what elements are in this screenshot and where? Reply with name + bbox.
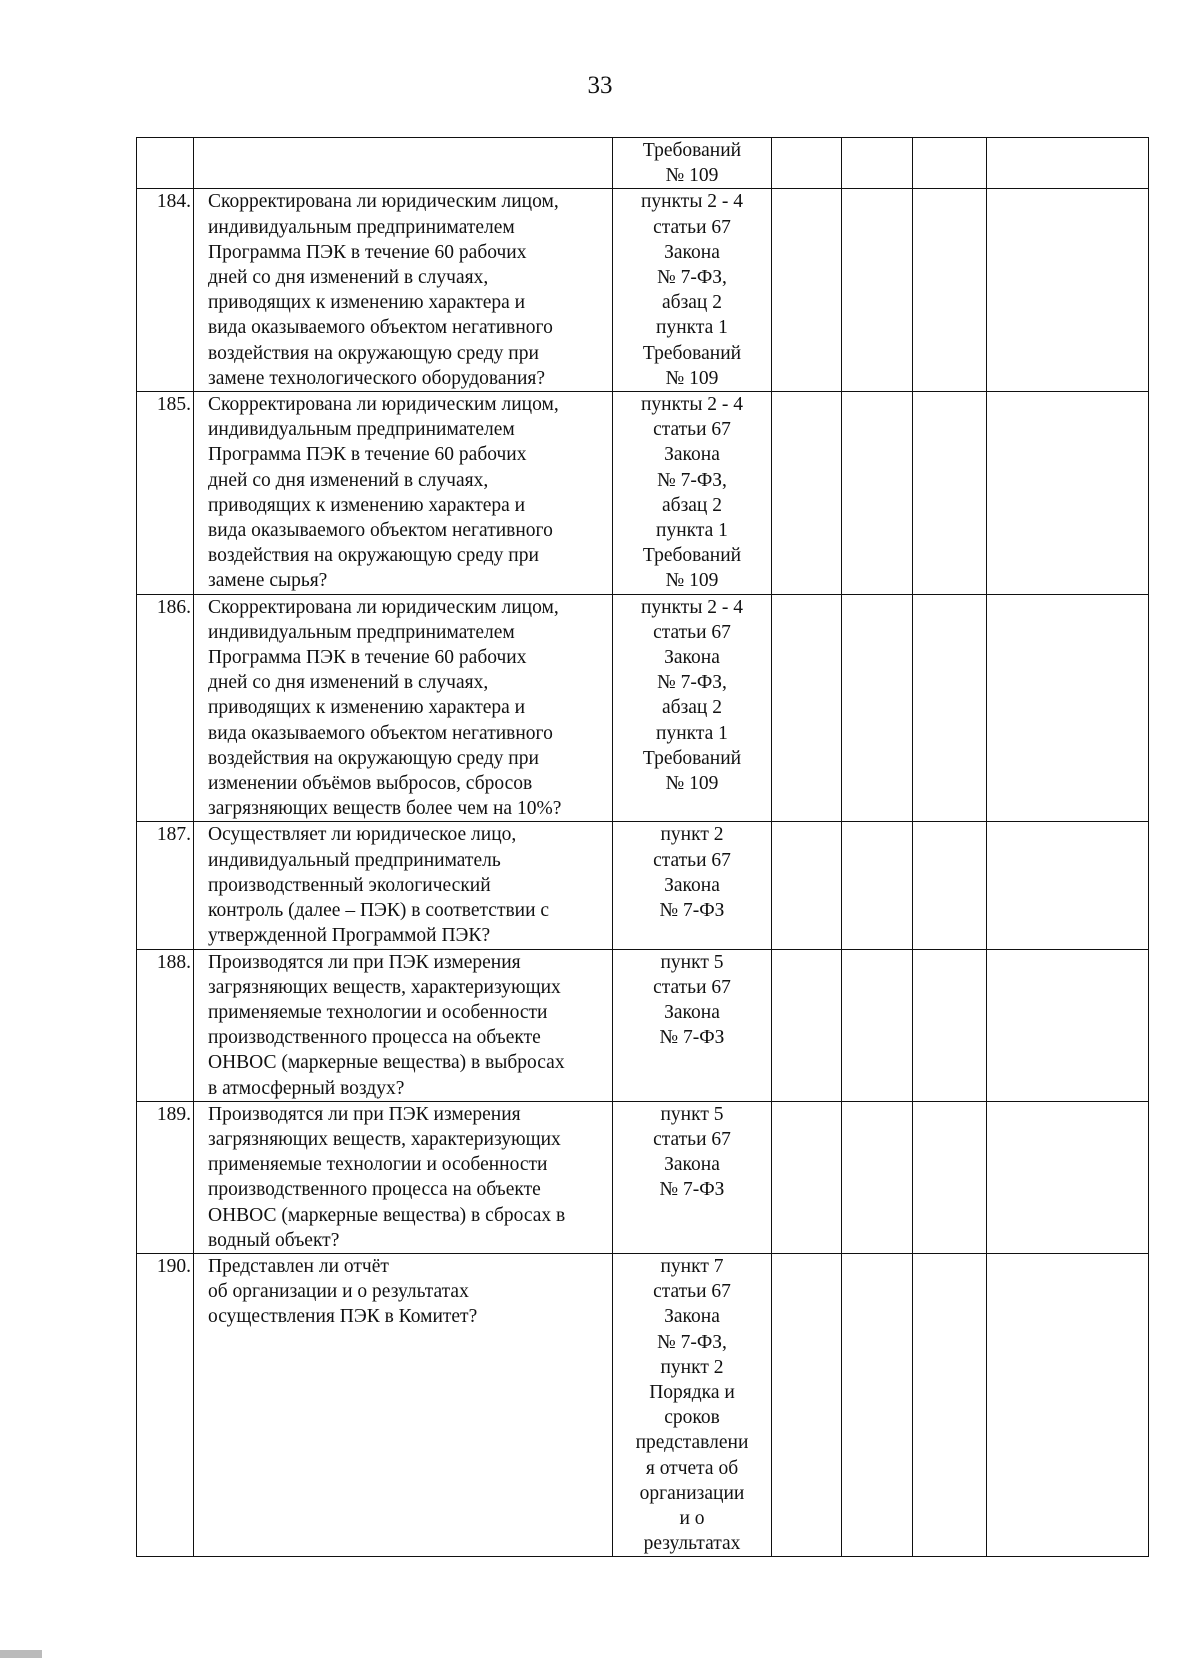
legal-reference-cell: [613, 949, 772, 1101]
question-line: применяемые технологии и особенности: [208, 1154, 548, 1176]
reference-line: пункта 1: [656, 722, 728, 744]
question-line: изменении объёмов выбросов, сбросов: [208, 773, 533, 795]
reference-line: № 7-ФЗ,: [657, 267, 727, 289]
notes-cell[interactable]: [987, 1253, 1149, 1556]
row-number: 188.: [137, 949, 194, 1101]
legal-reference-cell: [613, 189, 772, 392]
question-line: Представлен ли отчёт: [208, 1255, 389, 1277]
reference-line: № 109: [665, 773, 719, 795]
question-cell: [194, 1253, 613, 1556]
notes-cell[interactable]: [987, 594, 1149, 822]
reference-line: пункты 2 - 4: [640, 394, 744, 416]
answer-yes-cell[interactable]: [772, 1253, 842, 1556]
reference-line: Закона: [664, 1001, 720, 1023]
question-line: производственного процесса на объекте: [208, 1027, 541, 1049]
question-line: приводящих к изменению характера и: [208, 697, 526, 719]
reference-line: статьи 67: [653, 216, 731, 238]
scan-edge-mark: [0, 1650, 42, 1658]
row-number: 185.: [137, 392, 194, 595]
reference-line: Требований: [642, 545, 742, 567]
table-row: [137, 1253, 1149, 1556]
reference-line: пункта 1: [656, 520, 728, 542]
page-number: 33: [587, 72, 613, 99]
reference-line: Требований: [642, 747, 742, 769]
question-line: осуществления ПЭК в Комитет?: [208, 1306, 478, 1328]
not-applicable-cell[interactable]: [913, 138, 987, 189]
legal-reference-cell: [613, 392, 772, 595]
question-line: в атмосферный воздух?: [208, 1077, 405, 1099]
reference-line: № 109: [665, 165, 719, 187]
reference-line: статьи 67: [653, 849, 731, 871]
question-line: ОНВОС (маркерные вещества) в сбросах в: [208, 1204, 566, 1226]
question-line: контроль (далее – ПЭК) в соответствии с: [208, 900, 550, 922]
question-cell: [194, 1101, 613, 1253]
legal-reference-cell: [613, 138, 772, 189]
row-number: 189.: [137, 1101, 194, 1253]
answer-no-cell[interactable]: [842, 1101, 913, 1253]
question-line: дней со дня изменений в случаях,: [208, 672, 489, 694]
reference-line: Закона: [664, 241, 720, 263]
question-line: индивидуальный предприниматель: [208, 849, 501, 871]
table-row: [137, 1101, 1149, 1253]
table-row: [137, 949, 1149, 1101]
answer-no-cell[interactable]: [842, 392, 913, 595]
legal-reference-cell: [613, 594, 772, 822]
legal-reference-cell: [613, 1253, 772, 1556]
question-line: Производятся ли при ПЭК измерения: [208, 1103, 521, 1125]
reference-line: № 109: [665, 367, 719, 389]
answer-no-cell[interactable]: [842, 1253, 913, 1556]
notes-cell[interactable]: [987, 822, 1149, 949]
reference-line: результатах: [643, 1533, 741, 1555]
question-line: воздействия на окружающую среду при: [208, 545, 539, 567]
question-line: производственного процесса на объекте: [208, 1179, 541, 1201]
question-line: Скорректирована ли юридическим лицом,: [208, 596, 559, 618]
reference-line: я отчета об: [645, 1457, 739, 1479]
reference-line: № 109: [665, 570, 719, 592]
question-line: воздействия на окружающую среду при: [208, 342, 539, 364]
question-line: Программа ПЭК в течение 60 рабочих: [208, 241, 527, 263]
reference-line: пункты 2 - 4: [640, 596, 744, 618]
answer-yes-cell[interactable]: [772, 1101, 842, 1253]
reference-line: Закона: [664, 647, 720, 669]
row-number: 187.: [137, 822, 194, 949]
question-line: Программа ПЭК в течение 60 рабочих: [208, 444, 527, 466]
question-cell: [194, 138, 613, 189]
reference-line: абзац 2: [662, 697, 722, 719]
question-cell: [194, 949, 613, 1101]
reference-line: Закона: [664, 1306, 720, 1328]
reference-line: сроков: [664, 1407, 720, 1429]
question-line: загрязняющих веществ, характеризующих: [208, 976, 561, 998]
question-line: Скорректирована ли юридическим лицом,: [208, 394, 559, 416]
notes-cell[interactable]: [987, 189, 1149, 392]
reference-line: № 7-ФЗ,: [657, 1331, 727, 1353]
notes-cell[interactable]: [987, 392, 1149, 595]
question-line: дней со дня изменений в случаях,: [208, 267, 489, 289]
not-applicable-cell[interactable]: [913, 1253, 987, 1556]
not-applicable-cell[interactable]: [913, 189, 987, 392]
table-row: [137, 594, 1149, 822]
reference-line: пункта 1: [656, 317, 728, 339]
question-cell: [194, 594, 613, 822]
reference-line: организации: [639, 1482, 745, 1504]
not-applicable-cell[interactable]: [913, 594, 987, 822]
question-line: Программа ПЭК в течение 60 рабочих: [208, 647, 527, 669]
question-line: Осуществляет ли юридическое лицо,: [208, 824, 517, 846]
question-line: вида оказываемого объектом негативного: [208, 520, 553, 542]
question-line: водный объект?: [208, 1229, 340, 1251]
reference-line: абзац 2: [662, 494, 722, 516]
question-line: воздействия на окружающую среду при: [208, 747, 539, 769]
question-line: замене технологического оборудования?: [208, 367, 546, 389]
reference-line: статьи 67: [653, 621, 731, 643]
not-applicable-cell[interactable]: [913, 949, 987, 1101]
answer-no-cell[interactable]: [842, 822, 913, 949]
reference-line: абзац 2: [662, 292, 722, 314]
reference-line: Закона: [664, 874, 720, 896]
reference-line: Требований: [642, 140, 742, 161]
reference-line: Закона: [664, 1154, 720, 1176]
answer-yes-cell[interactable]: [772, 594, 842, 822]
answer-yes-cell[interactable]: [772, 138, 842, 189]
table-row: [137, 138, 1149, 189]
answer-no-cell[interactable]: [842, 949, 913, 1101]
notes-cell[interactable]: [987, 1101, 1149, 1253]
reference-line: статьи 67: [653, 976, 731, 998]
row-number: [137, 138, 194, 189]
question-line: утвержденной Программой ПЭК?: [208, 925, 491, 947]
question-line: приводящих к изменению характера и: [208, 292, 526, 314]
reference-line: пункт 2: [660, 1356, 724, 1378]
reference-line: Закона: [664, 444, 720, 466]
notes-cell[interactable]: [987, 949, 1149, 1101]
row-number: 186.: [137, 594, 194, 822]
legal-reference-cell: [613, 822, 772, 949]
row-number: 190.: [137, 1253, 194, 1556]
question-line: индивидуальным предпринимателем: [208, 621, 515, 643]
reference-line: № 7-ФЗ,: [657, 469, 727, 491]
reference-line: пункт 7: [660, 1255, 724, 1277]
question-line: индивидуальным предпринимателем: [208, 419, 515, 441]
table-row: [137, 189, 1149, 392]
reference-line: пункт 2: [660, 824, 724, 846]
question-line: ОНВОС (маркерные вещества) в выбросах: [208, 1052, 565, 1074]
reference-line: и о: [679, 1507, 705, 1529]
answer-yes-cell[interactable]: [772, 189, 842, 392]
question-line: производственный экологический: [208, 874, 491, 896]
reference-line: № 7-ФЗ,: [657, 672, 727, 694]
question-line: замене сырья?: [208, 570, 328, 592]
question-line: Скорректирована ли юридическим лицом,: [208, 191, 559, 213]
question-cell: [194, 392, 613, 595]
reference-line: пункты 2 - 4: [640, 191, 744, 213]
reference-line: № 7-ФЗ: [659, 900, 725, 922]
question-line: приводящих к изменению характера и: [208, 494, 526, 516]
answer-no-cell[interactable]: [842, 138, 913, 189]
not-applicable-cell[interactable]: [913, 1101, 987, 1253]
reference-line: № 7-ФЗ: [659, 1179, 725, 1201]
notes-cell[interactable]: [987, 138, 1149, 189]
row-number: 184.: [137, 189, 194, 392]
question-line: об организации и о результатах: [208, 1281, 469, 1303]
question-line: загрязняющих веществ, характеризующих: [208, 1128, 561, 1150]
answer-yes-cell[interactable]: [772, 392, 842, 595]
table-row: [137, 392, 1149, 595]
question-cell: [194, 822, 613, 949]
question-line: Производятся ли при ПЭК измерения: [208, 951, 521, 973]
question-cell: [194, 189, 613, 392]
reference-line: статьи 67: [653, 1281, 731, 1303]
answer-yes-cell[interactable]: [772, 822, 842, 949]
legal-reference-cell: [613, 1101, 772, 1253]
question-line: применяемые технологии и особенности: [208, 1001, 548, 1023]
reference-line: статьи 67: [653, 419, 731, 441]
not-applicable-cell[interactable]: [913, 392, 987, 595]
answer-no-cell[interactable]: [842, 189, 913, 392]
reference-line: пункт 5: [660, 951, 724, 973]
reference-line: Требований: [642, 342, 742, 364]
checklist-table: [136, 137, 1149, 1557]
reference-line: Порядка и: [649, 1381, 735, 1403]
table-row: [137, 822, 1149, 949]
question-line: дней со дня изменений в случаях,: [208, 469, 489, 491]
reference-line: № 7-ФЗ: [659, 1027, 725, 1049]
question-line: вида оказываемого объектом негативного: [208, 722, 553, 744]
question-line: загрязняющих веществ более чем на 10%?: [208, 798, 562, 820]
reference-line: представлени: [635, 1432, 749, 1454]
answer-yes-cell[interactable]: [772, 949, 842, 1101]
not-applicable-cell[interactable]: [913, 822, 987, 949]
question-line: индивидуальным предпринимателем: [208, 216, 515, 238]
question-line: вида оказываемого объектом негативного: [208, 317, 553, 339]
reference-line: пункт 5: [660, 1103, 724, 1125]
answer-no-cell[interactable]: [842, 594, 913, 822]
reference-line: статьи 67: [653, 1128, 731, 1150]
